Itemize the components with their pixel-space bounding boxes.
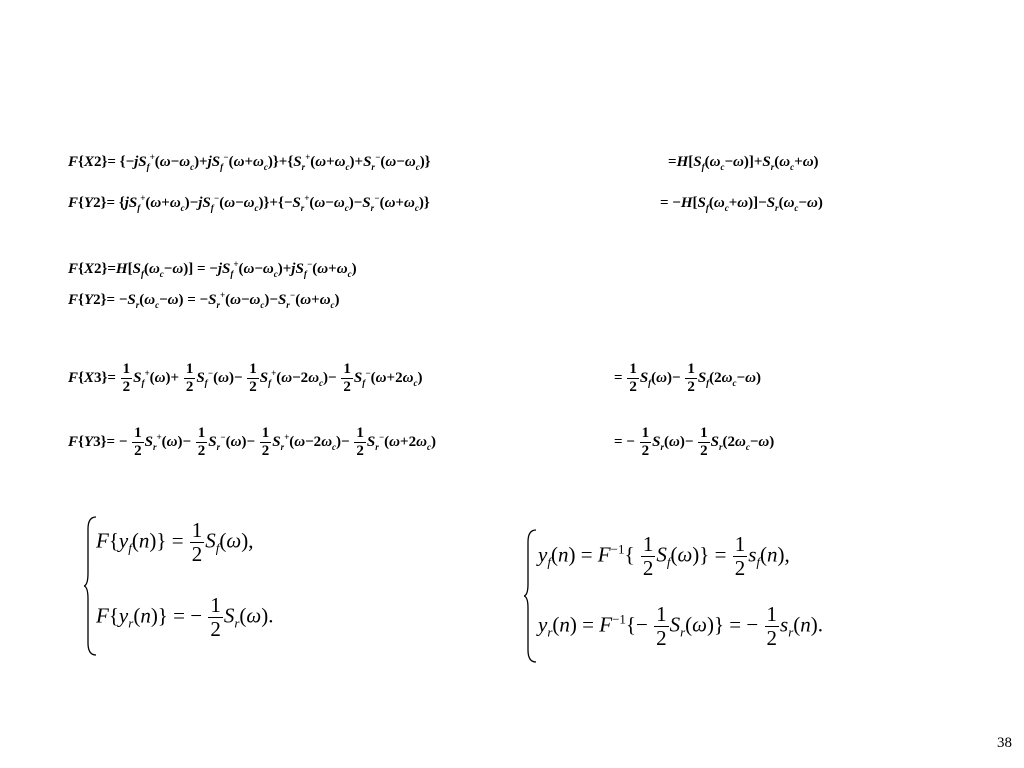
equation-fy2-expanded: $F\{Y2\}= \{jS_f^+(\omega+\omega_c)-jS_f^-(\omega-\omega_c)\}+\{-S_r^+(\omega-\omega_c)-S_r^-(\omega+\omega_c)\}$: [68, 193, 430, 213]
equation-fy2-sr: $F\{Y2\}= -S_r(\omega_c-\omega) = -S_r^+(\omega-\omega_c)-S_r^-(\omega+\omega_c)$: [68, 290, 340, 310]
system1-equation-yr: $F\{y_r(n)\}$ = − $\frac{1}{2}$ $S_r(\omega)$.: [96, 593, 274, 641]
equation-fy3: F{Y3}= − $\frac{1}{2}$ $S_r^+(\omega)-$ $\frac{1}{2}$ $S_r^-(\omega)-$ $\frac{1}{2}$ $S_r^+(\omega-2\omega_c)-$ $\frac{1}{2}$ $S_r^-(\omega+2\omega_c)$: [68, 425, 436, 459]
equation-fx3: F{X3}= $\frac{1}{2}$ $S_f^+(\omega)+$ $\frac{1}{2}$ $S_f^-(\omega)-$ $\frac{1}{2}$ $S_f^+(\omega-2\omega_c)-$ $\frac{1}{2}$ $S_f^-(\omega+2\omega_c)$: [68, 361, 423, 395]
left-brace-system-2: [524, 528, 538, 664]
equation-fy3-result: = − $\frac{1}{2}$ $S_r(\omega)-$ $\frac{1}{2}$ $S_r(2\omega_c-\omega)$: [614, 425, 775, 459]
equation-fy2-result: = $-H[S_f(\omega_c+\omega)]-S_r(\omega_c-\omega)$: [660, 195, 823, 213]
system1-equation-yf: $F\{y_f(n)\}$ = $\frac{1}{2}$ $S_f(\omega)$,: [96, 518, 254, 566]
system2-equation-yr: $y_r(n) = F^{-1}\{-$ $\frac{1}{2}$ $S_r(\omega)$} = − $\frac{1}{2}$ $s_r(n)$.: [538, 602, 823, 650]
equation-fx2-expanded: $F\{X2\}= \{-jS_f^+(\omega-\omega_c)+jS_f^-(\omega+\omega_c)\}+\{S_r^+(\omega+\omega_c)+S_r^-(\omega-\omega_c)\}$: [68, 152, 431, 172]
system2-equation-yf: $y_f(n) = F^{-1}${ $\frac{1}{2}$ $S_f(\omega)$} = $\frac{1}{2}$ $s_f(n)$,: [538, 532, 790, 580]
equation-fx3-result: = $\frac{1}{2}$ $S_f(\omega)-$ $\frac{1}{2}$ $S_f(2\omega_c-\omega)$: [614, 361, 761, 395]
page-number: 38: [997, 735, 1012, 751]
equation-fx2-result: $=H[S_f(\omega_c-\omega)]+S_r(\omega_c+\omega)$: [668, 154, 819, 172]
equation-fx2-hilbert: $F\{X2\}=H[S_f(\omega_c-\omega)] = -jS_f^+(\omega-\omega_c)+jS_f^-(\omega+\omega_c)$: [68, 259, 357, 279]
